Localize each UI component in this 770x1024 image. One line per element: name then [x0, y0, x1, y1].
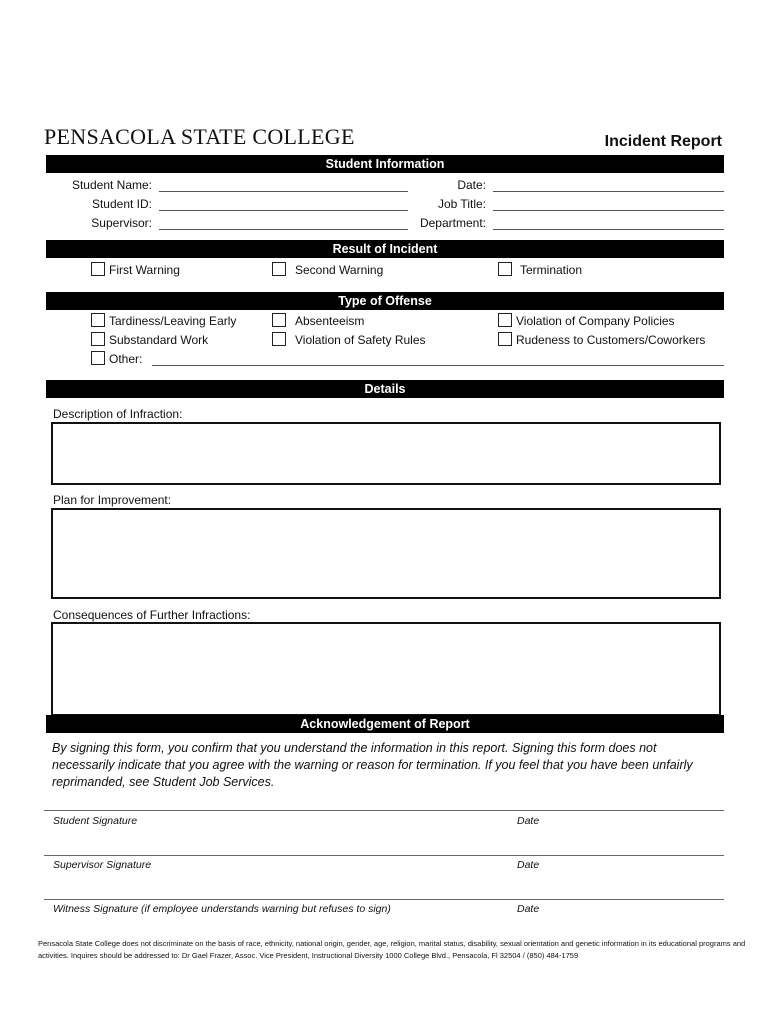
plan-box[interactable]: [51, 508, 721, 599]
substandard-work-checkbox[interactable]: [91, 332, 105, 346]
first-warning-checkbox[interactable]: [91, 262, 105, 276]
first-warning-label: First Warning: [109, 263, 180, 277]
absenteeism-label: Absenteeism: [295, 314, 365, 328]
safety-rules-label: Violation of Safety Rules: [295, 333, 426, 347]
student-signature-label: Student Signature: [53, 815, 138, 827]
section-header-result-of-incident: Result of Incident: [46, 240, 724, 258]
witness-signature-label: Witness Signature (if employee understands warning but refuses to sign): [53, 903, 391, 915]
student-date-label: Date: [517, 815, 540, 827]
student-name-label: Student Name:: [71, 178, 152, 192]
second-warning-label: Second Warning: [295, 263, 384, 277]
student-id-label: Student ID:: [91, 197, 152, 211]
date-field[interactable]: [493, 191, 724, 192]
description-box[interactable]: [51, 422, 721, 485]
job-title-field[interactable]: [493, 210, 724, 211]
tardiness-label: Tardiness/Leaving Early: [109, 314, 237, 328]
college-logo: PENSACOLA STATE COLLEGE: [44, 124, 355, 149]
substandard-work-label: Substandard Work: [109, 333, 209, 347]
job-title-label: Job Title:: [437, 197, 486, 211]
termination-checkbox[interactable]: [498, 262, 512, 276]
section-header-student-information: Student Information: [46, 155, 724, 173]
acknowledgement-text: By signing this form, you confirm that you understand the information in this report. Signing this form does not necessarily indicate that you agree with the warning or reason for termination. If you feel that you have been unfairly reprimanded, see Student Job Services.: [52, 741, 693, 789]
department-label: Department:: [419, 216, 486, 230]
date-label: Date:: [457, 178, 486, 192]
supervisor-signature-line[interactable]: [44, 855, 724, 856]
rudeness-label: Rudeness to Customers/Coworkers: [516, 333, 706, 347]
termination-label: Termination: [520, 263, 583, 277]
supervisor-field[interactable]: [159, 229, 408, 230]
plan-label: Plan for Improvement:: [53, 493, 172, 507]
rudeness-checkbox[interactable]: [498, 332, 512, 346]
student-id-field[interactable]: [159, 210, 408, 211]
company-policies-checkbox[interactable]: [498, 313, 512, 327]
other-field[interactable]: [152, 365, 724, 366]
company-policies-label: Violation of Company Policies: [516, 314, 675, 328]
other-label: Other:: [109, 352, 143, 366]
safety-rules-checkbox[interactable]: [272, 332, 286, 346]
section-header-details: Details: [46, 380, 724, 398]
student-signature-line[interactable]: [44, 810, 724, 811]
footer-disclaimer: Pensacola State College does not discriminate on the basis of race, ethnicity, national origin, gender, age, religion, marital status, disability, sexual orientation and genetic information in its educational programs and activities. Inquires should be addressed to: Dr Gael Frazer, Assoc. Vice President, Instructional Diversity 1000 College Blvd., Pensacola, Fl 32504 / (850) 484-1759: [38, 939, 746, 960]
absenteeism-checkbox[interactable]: [272, 313, 286, 327]
consequences-label: Consequences of Further Infractions:: [53, 608, 251, 622]
witness-signature-line[interactable]: [44, 899, 724, 900]
tardiness-checkbox[interactable]: [91, 313, 105, 327]
witness-date-label: Date: [517, 903, 540, 915]
other-checkbox[interactable]: [91, 351, 105, 365]
second-warning-checkbox[interactable]: [272, 262, 286, 276]
description-label: Description of Infraction:: [53, 407, 183, 421]
supervisor-date-label: Date: [517, 859, 540, 871]
department-field[interactable]: [493, 229, 724, 230]
supervisor-label: Supervisor:: [91, 216, 152, 230]
supervisor-signature-label: Supervisor Signature: [53, 859, 152, 871]
consequences-box[interactable]: [51, 622, 721, 716]
student-name-field[interactable]: [159, 191, 408, 192]
section-header-acknowledgement: Acknowledgement of Report: [46, 715, 724, 733]
section-header-type-of-offense: Type of Offense: [46, 292, 724, 310]
form-title: Incident Report: [604, 133, 722, 150]
